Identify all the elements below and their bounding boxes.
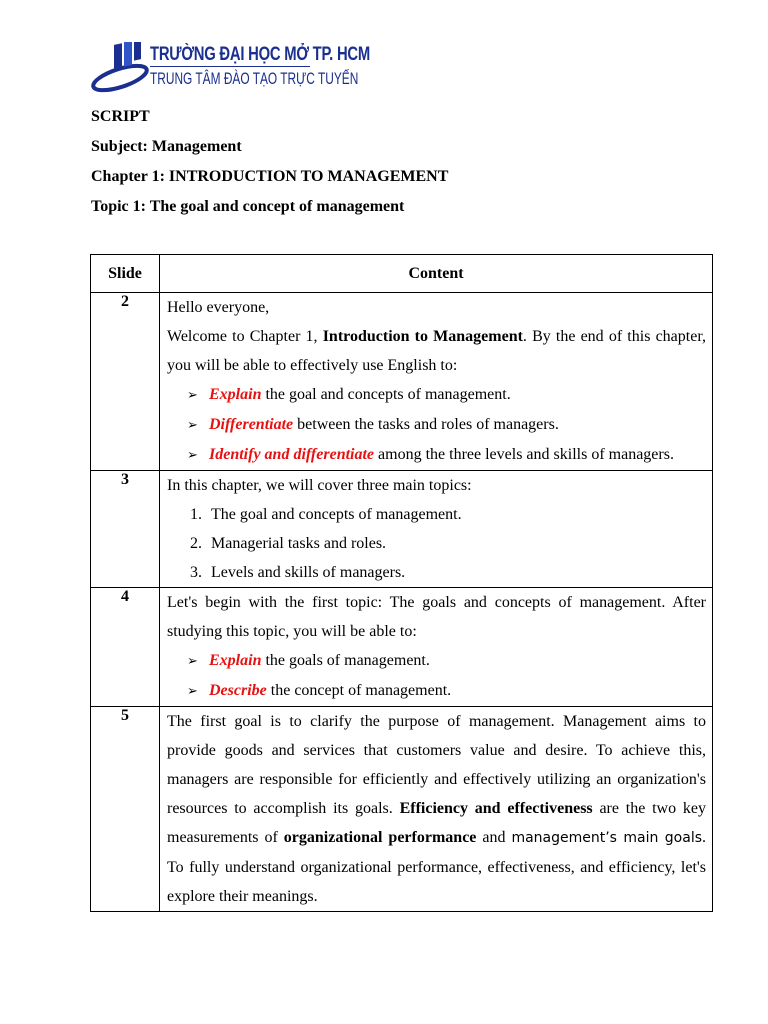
list-item-text: Levels and skills of managers. — [211, 564, 406, 581]
slide-number: 5 — [91, 707, 160, 912]
logo-university-name: TRƯỜNG ĐẠI HỌC MỞ TP. HCM — [150, 44, 370, 65]
logo-divider — [150, 66, 310, 67]
arrow-bullet-icon: ➢ — [187, 654, 198, 669]
script-table — [90, 254, 713, 912]
list-item-text: the goal and concepts of management. — [261, 386, 511, 403]
topic-heading: Topic 1: The goal and concept of management — [91, 198, 405, 215]
list-item — [167, 676, 706, 706]
list-item-text: The goal and concepts of management. — [211, 506, 462, 523]
slide-content — [160, 588, 713, 707]
paragraph-text: and — [476, 829, 512, 846]
emphasis-verb: Identify and differentiate — [209, 446, 375, 463]
list-item-text: the goals of management. — [261, 652, 430, 669]
key-term: organizational performance — [283, 829, 477, 846]
list-item-text: between the tasks and roles of managers. — [293, 416, 559, 433]
emphasis-verb: Explain — [209, 652, 262, 669]
slide-number: 3 — [91, 471, 160, 588]
subject-heading: Subject: Management — [91, 138, 242, 155]
table-row — [91, 293, 713, 471]
list-number: 1. — [190, 506, 202, 523]
list-number: 2. — [190, 535, 202, 552]
chapter-name: Introduction to Management — [322, 328, 523, 345]
emphasis-verb: Differentiate — [209, 416, 294, 433]
list-item — [167, 558, 706, 587]
list-item — [167, 646, 706, 676]
list-item-text: the concept of management. — [266, 682, 452, 699]
arrow-bullet-icon: ➢ — [187, 418, 198, 433]
arrow-bullet-icon: ➢ — [187, 448, 198, 463]
intro-text: Let's begin with the first topic: The goals and concepts of management. After studying this topic, you will be able to: — [167, 594, 706, 640]
welcome-text-end: . By the end of this chapter, you will be able to effectively use English to: — [167, 328, 707, 374]
key-term: Efficiency and effectiveness — [399, 800, 593, 817]
slide-content — [160, 707, 713, 912]
intro-text: In this chapter, we will cover three main topics: — [167, 477, 472, 494]
list-number: 3. — [190, 564, 202, 581]
paragraph-text: The first goal is to clarify the purpose of management. Management aims to provide goods and services that customers value and desire. To achieve this, managers are responsible for efficiently and effectively utilizing an organization's resources to accomplish its goals. — [167, 713, 706, 817]
list-item — [167, 410, 706, 440]
script-title: SCRIPT — [91, 108, 150, 125]
emphasis-verb: Explain — [209, 386, 262, 403]
welcome-paragraph — [167, 322, 706, 380]
slide-column-header: Slide — [91, 255, 160, 293]
paragraph-text: . To fully understand organizational performance, effectiveness, and efficiency, let's explore their meanings. — [167, 829, 706, 905]
list-item — [167, 380, 706, 410]
logo — [90, 42, 370, 100]
chapter-heading: Chapter 1: INTRODUCTION TO MANAGEMENT — [91, 168, 449, 185]
table-row — [91, 471, 713, 588]
arrow-bullet-icon: ➢ — [187, 684, 198, 699]
list-item-text: Managerial tasks and roles. — [211, 535, 387, 552]
table-row — [91, 588, 713, 707]
list-item — [167, 440, 706, 470]
slide-content — [160, 293, 713, 471]
logo-center-name: TRUNG TÂM ĐÀO TẠO TRỰC TUYẾN — [150, 69, 359, 88]
paragraph-text: are the two key measurements of — [167, 800, 706, 846]
greeting-text: Hello everyone, — [167, 299, 270, 316]
welcome-text: Welcome to Chapter 1, — [167, 328, 323, 345]
list-item-text: among the three levels and skills of managers. — [374, 446, 674, 463]
slide-content — [160, 471, 713, 588]
slide-number: 2 — [91, 293, 160, 471]
list-item — [167, 500, 706, 529]
arrow-bullet-icon: ➢ — [187, 388, 198, 403]
list-item — [167, 529, 706, 558]
main-goals-text: management’s main goals — [511, 830, 702, 846]
slide-number: 4 — [91, 588, 160, 707]
content-column-header: Content — [160, 255, 713, 293]
goal-paragraph — [167, 707, 706, 911]
table-header-row — [91, 255, 713, 293]
emphasis-verb: Describe — [209, 682, 267, 699]
table-row — [91, 707, 713, 912]
book-logo-icon — [90, 42, 152, 98]
